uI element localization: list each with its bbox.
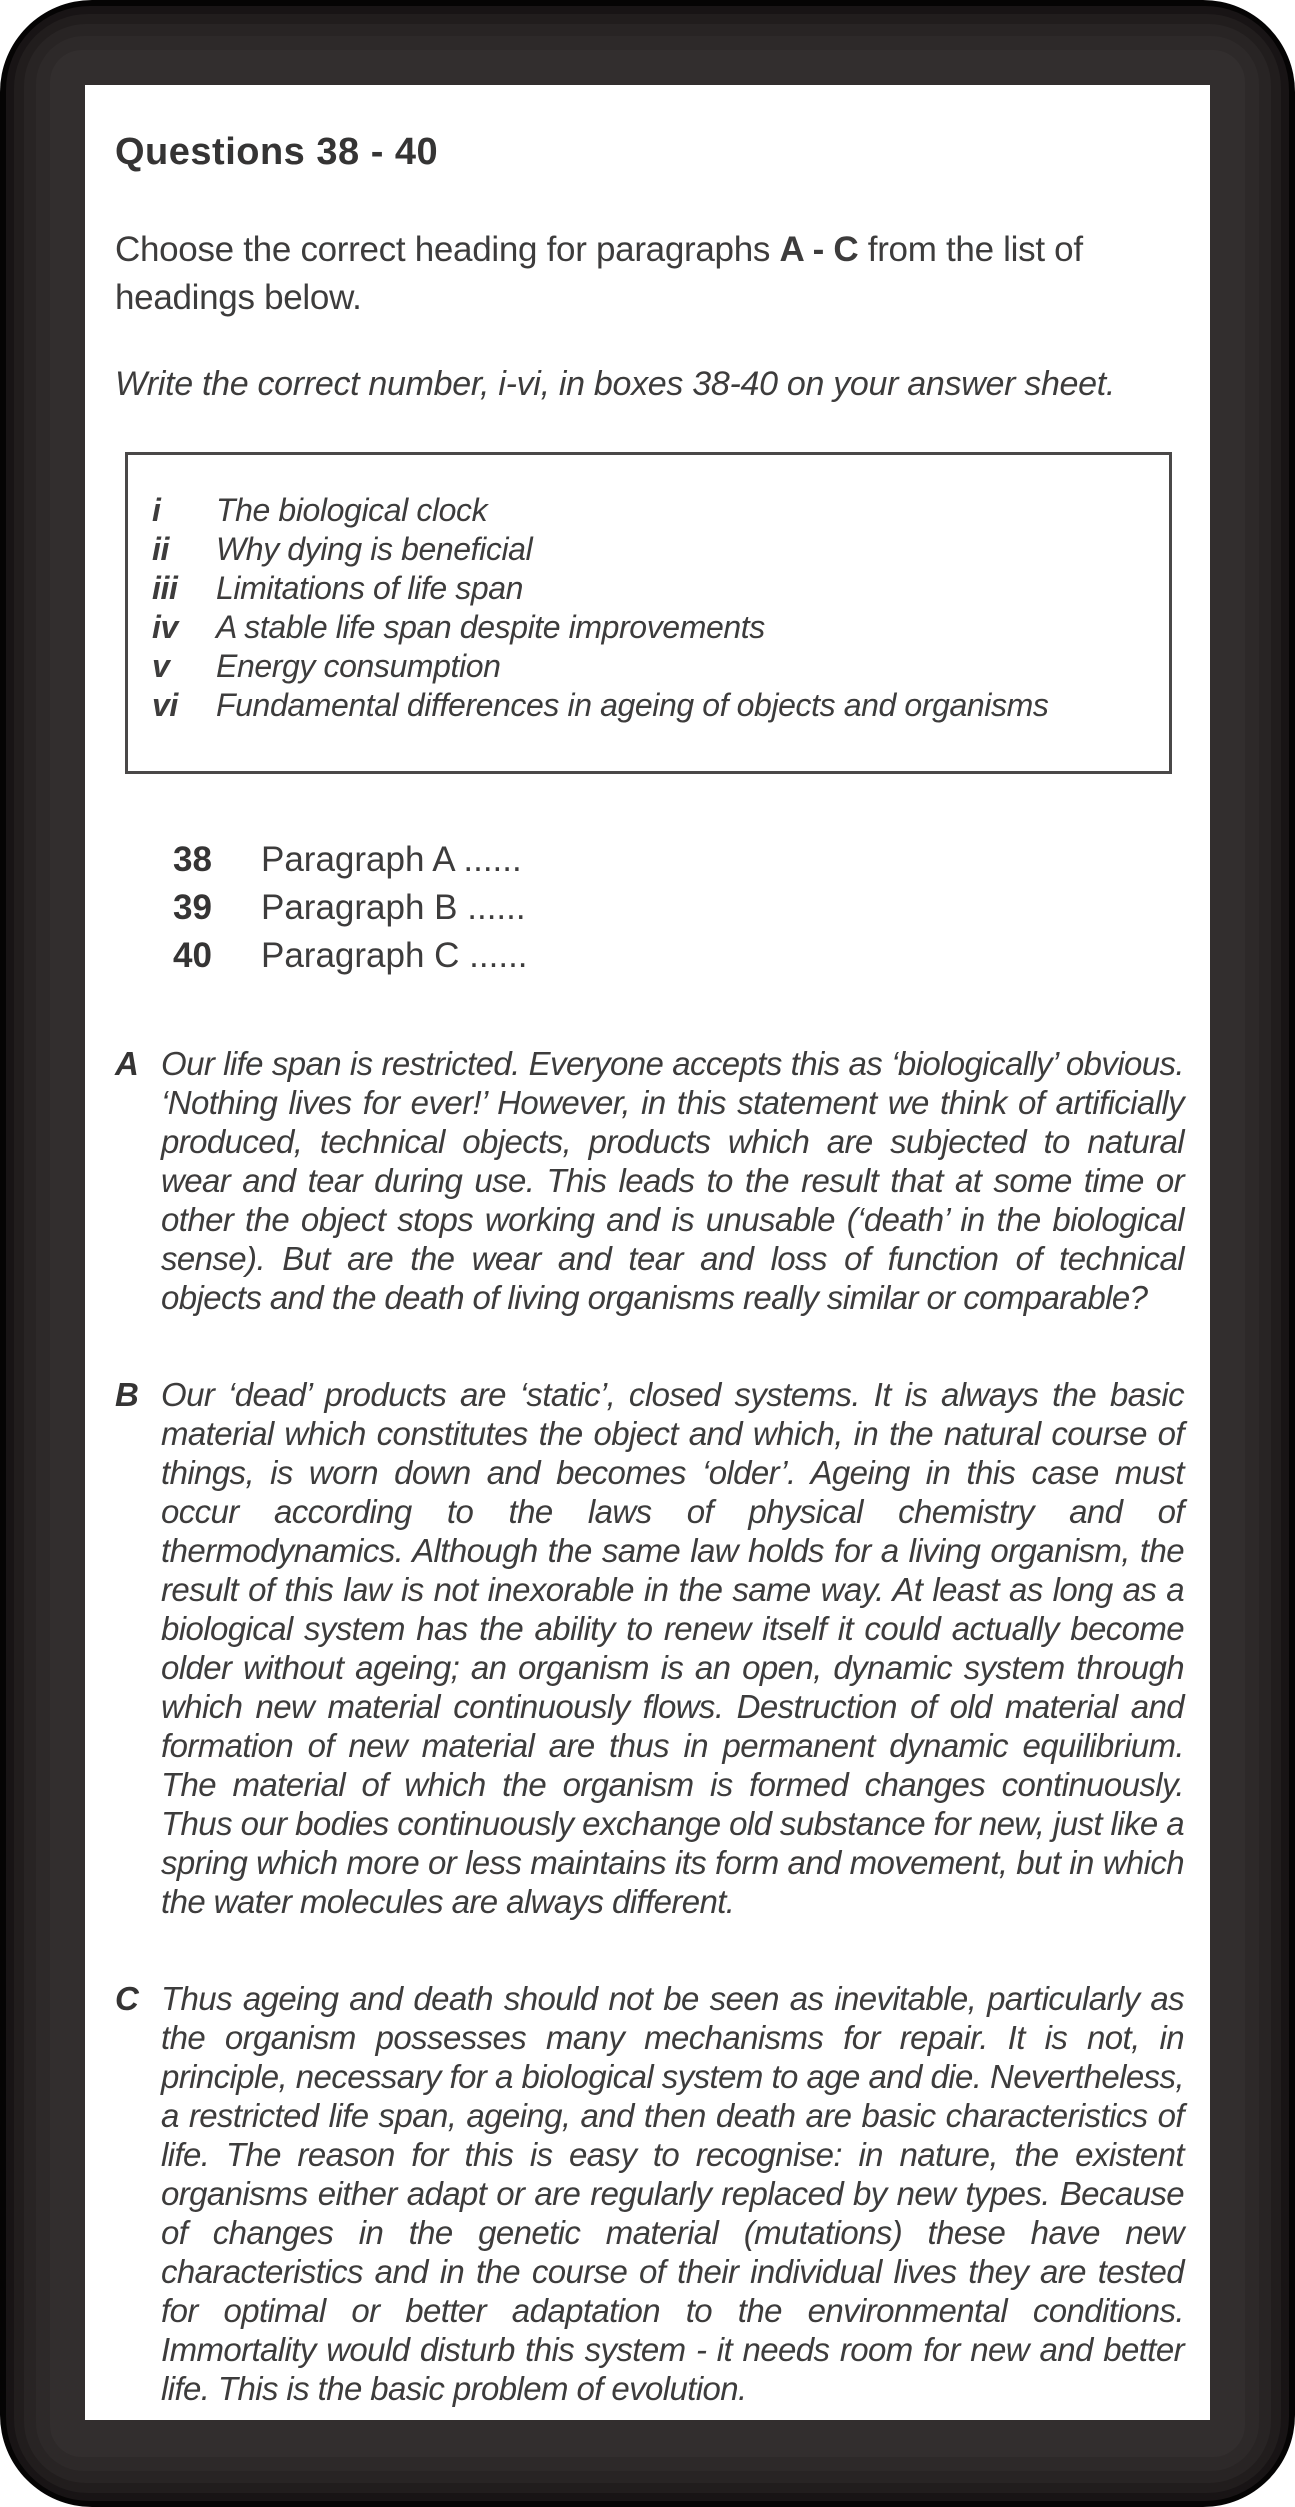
- passage-block: [115, 1044, 1184, 1317]
- question-row: [173, 932, 1184, 980]
- question-number: 38: [173, 839, 212, 879]
- question-label: Paragraph C ......: [261, 935, 528, 975]
- question-label: Paragraph B ......: [261, 887, 526, 927]
- passages-list: [115, 1044, 1184, 2408]
- instruction-range-bold: A - C: [779, 230, 859, 269]
- passage-letter: B: [115, 1375, 139, 1413]
- passage-text: Our ‘dead’ products are ‘static’, closed systems. It is always the basic material which constitutes the object and which, in the natural course of things, is worn down and becomes ‘older’. Ageing in this case must occur according to the laws of physical chemistry and of thermodynamics. Although the same law holds for a living organism, the result of this law is not inexorable in the same way. At least as long as a biological system has the ability to renew itself it could actually become older without ageing; an organism is an open, dynamic system through which new material continuously flows. Destruction of old material and formation of new material are thus in permanent dynamic equilibrium. The material of which the organism is formed changes continuously. Thus our bodies continuously exchange old substance for new, just like a spring which more or less maintains its form and movement, but in which the water molecules are always different.: [161, 1375, 1184, 1920]
- heading-option-row: [152, 491, 1149, 530]
- heading-label: The biological clock: [216, 491, 488, 528]
- heading-label: Why dying is beneficial: [216, 530, 533, 567]
- worksheet-page: [85, 85, 1210, 2420]
- passage-letter: A: [115, 1044, 139, 1082]
- question-row: [173, 884, 1184, 932]
- instruction-part2: from the list of headings below.: [115, 230, 1083, 318]
- passage-letter: C: [115, 1979, 139, 2017]
- heading-label: Limitations of life span: [216, 569, 524, 606]
- passage-block: [115, 1979, 1184, 2408]
- heading-numeral: ii: [152, 530, 169, 567]
- heading-option-row: [152, 530, 1149, 569]
- heading-numeral: i: [152, 491, 161, 528]
- headings-list: [152, 491, 1149, 725]
- heading-numeral: v: [152, 647, 170, 684]
- questions-list: [173, 836, 1184, 980]
- headings-list-box: [125, 452, 1172, 774]
- heading-label: Energy consumption: [216, 647, 501, 684]
- heading-label: Fundamental differences in ageing of objects and organisms: [216, 686, 1049, 723]
- question-row: [173, 836, 1184, 884]
- heading-option-row: [152, 569, 1149, 608]
- instruction-part1: Choose the correct heading for paragraphs: [115, 230, 780, 269]
- passage-block: [115, 1375, 1184, 1921]
- instruction-note: Write the correct number, i-vi, in boxes 38-40 on your answer sheet.: [115, 364, 1116, 403]
- instruction-text: [115, 226, 1184, 323]
- heading-option-row: [152, 686, 1149, 725]
- page-title: Questions 38 - 40: [115, 131, 439, 173]
- question-number: 39: [173, 887, 212, 927]
- passage-text: Thus ageing and death should not be seen as inevitable, particularly as the organism possesses many mechanisms for repair. It is not, in principle, necessary for a biological system to age and die. Nevertheless, a restricted life span, ageing, and then death are basic characteristics of life. The reason for this is easy to recognise: in nature, the existent organisms either adapt or are regularly replaced by new types. Because of changes in the genetic material (mutations) these have new characteristics and in the course of their individual lives they are tested for optimal or better adaptation to the environmental conditions. Immortality would disturb this system - it needs room for new and better life. This is the basic problem of evolution.: [161, 1979, 1184, 2407]
- heading-label: A stable life span despite improvements: [216, 608, 765, 645]
- question-number: 40: [173, 935, 212, 975]
- heading-numeral: iii: [152, 569, 178, 606]
- heading-option-row: [152, 608, 1149, 647]
- heading-numeral: vi: [152, 686, 178, 723]
- heading-option-row: [152, 647, 1149, 686]
- question-label: Paragraph A ......: [261, 839, 522, 879]
- heading-numeral: iv: [152, 608, 178, 645]
- passage-text: Our life span is restricted. Everyone accepts this as ‘biologically’ obvious. ‘Nothing lives for ever!’ However, in this statement we think of artificially produced, technical objects, products which are subjected to natural wear and tear during use. This leads to the result that at some time or other the object stops working and is unusable (‘death’ in the biological sense). But are the wear and tear and loss of function of technical objects and the death of living organisms really similar or comparable?: [161, 1044, 1184, 1316]
